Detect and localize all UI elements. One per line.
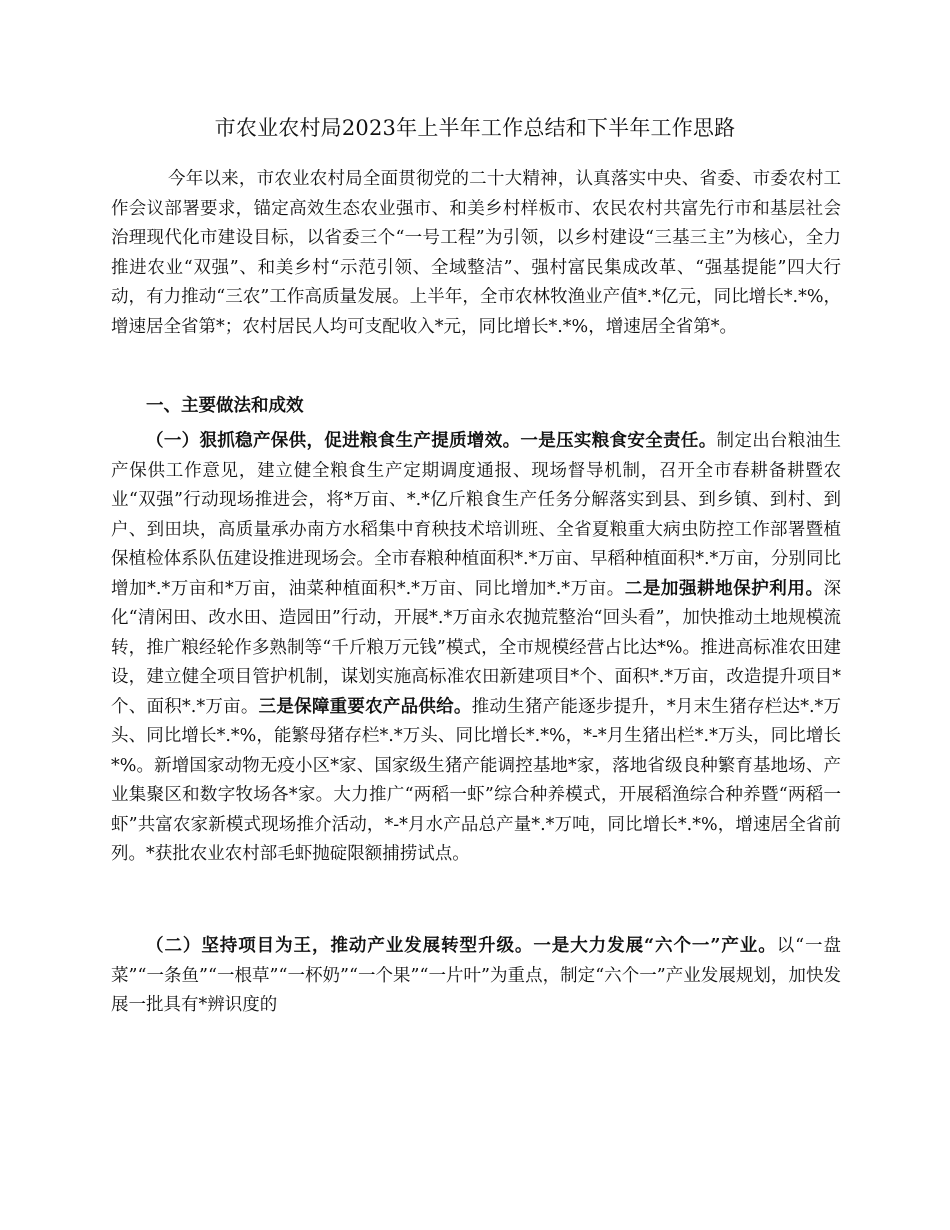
- paragraph-grain-production: [111, 427, 841, 870]
- paragraph-industry-projects: [111, 932, 841, 1021]
- paragraph-text: 推动生猪产能逐步提升，*月末生猪存栏达*.*万头、同比增长*.*%，能繁母猪存栏*.*万头、同比增长*.*%，*-*月生猪出栏*.*万头，同比增长*%。新增国家动物无疫小区*家、国家级生猪产能调控基地*家，落地省级良种繁育基地场、产业集聚区和数字牧场各*家。大力推广“两稻一虾”综合种养模式，开展稻渔综合种养暨“两稻一虾”共富农家新模式现场推介活动，*-*月水产品总产量*.*万吨，同比增长*.*%，增速居全省前列。*获批农业农村部毛虾抛碇限额捕捞试点。: [111, 696, 842, 864]
- paragraph-lead-heading: （一）狠抓稳产保供，促进粮食生产提质增效。一是压实粮食安全责任。: [146, 431, 717, 451]
- intro-paragraph: 今年以来，市农业农村局全面贯彻党的二十大精神，认真落实中央、省委、市委农村工作会议部署要求，锚定高效生态农业强市、和美乡村样板市、农民农村共富先行市和基层社会治理现代化市建设目标，以省委三个“一号工程”为引领，以乡村建设“三基三主”为核心，全力推进农业“双强”、和美乡村“示范引领、全域整洁”、强村富民集成改革、“强基提能”四大行动，有力推动“三农”工作高质量发展。上半年，全市农林牧渔业产值*.*亿元，同比增长*.*%，增速居全省第*；农村居民人均可支配收入*元，同比增长*.*%，增速居全省第*。: [111, 169, 841, 337]
- paragraph-text: 深化“清闲田、改水田、造园田”行动，开展*.*万亩永农抛荒整治“回头看”，加快推动土地规模流转，推广粮经轮作多熟制等“千斤粮万元钱”模式，全市规模经营占比达*%。推进高标准农田建设，建立健全项目管护机制，谋划实施高标准农田新建项目*个、面积*.*万亩，改造提升项目*个、面积*.*万亩。: [111, 578, 842, 717]
- subpoint-heading: 三是保障重要农产品供给。: [258, 696, 472, 717]
- paragraph-text: 制定出台粮油生产保供工作意见，建立健全粮食生产定期调度通报、现场督导机制，召开全市春耕备耕暨农业“双强”行动现场推进会，将*万亩、*.*亿斤粮食生产任务分解落实到县、到乡镇、到村、到户、到田块，高质量承办南方水稻集中育秧技术培训班、全省夏粮重大病虫防控工作部署暨植保植检体系队伍建设推进现场会。全市春粮种植面积*.*万亩、早稻种植面积*.*万亩，分别同比增加*.*万亩和*万亩，油菜种植面积*.*万亩、同比增加*.*万亩。: [111, 431, 842, 599]
- subpoint-heading: 二是加强耕地保护利用。: [624, 578, 824, 599]
- paragraph-text: 以“一盘菜”“一条鱼”“一根草”“一杯奶”“一个果”“一片叶”为重点，制定“六个一”产业发展规划，加快发展一批具有*辨识度的: [111, 936, 841, 1015]
- section-heading-main-practices: 一、主要做法和成效: [146, 396, 304, 416]
- paragraph-lead-heading: （二）坚持项目为王，推动产业发展转型升级。一是大力发展“六个一”产业。: [146, 936, 777, 956]
- document-title: 市农业农村局2023年上半年工作总结和下半年工作思路: [214, 116, 736, 140]
